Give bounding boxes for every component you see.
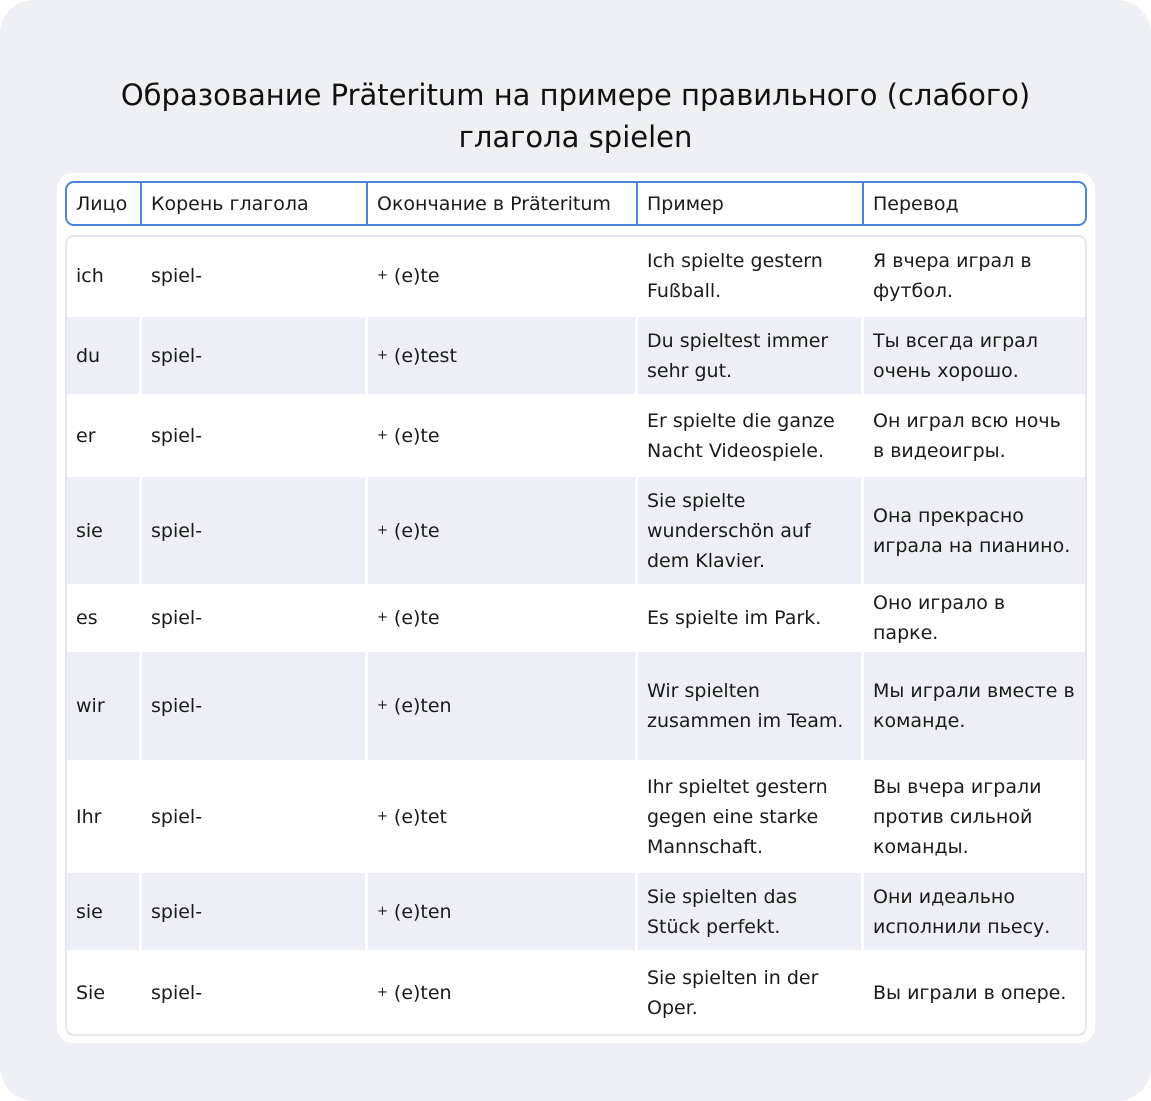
cell-translation: Ты всегда играл очень хорошо. bbox=[873, 329, 1038, 382]
plus-sign: + bbox=[377, 522, 388, 538]
header-root: Корень глагола bbox=[142, 183, 368, 224]
ending-text: (e)te bbox=[393, 519, 440, 542]
cell-root: spiel- bbox=[142, 237, 368, 314]
cell-person: sie bbox=[67, 477, 142, 584]
table-row bbox=[67, 763, 1085, 873]
table-row bbox=[67, 477, 1085, 587]
table-header bbox=[65, 181, 1087, 226]
cell-person: es bbox=[67, 587, 142, 649]
cell-translation: Вы вчера играли против сильной команды. bbox=[873, 775, 1042, 858]
cell-root: spiel- bbox=[142, 652, 368, 760]
cell-ending bbox=[368, 397, 638, 474]
cell-person: wir bbox=[67, 652, 142, 760]
plus-sign: + bbox=[377, 267, 388, 283]
cell-translation: Оно играло в парке. bbox=[873, 592, 1006, 644]
cell-translation: Он играл всю ночь в видеоигры. bbox=[873, 409, 1061, 462]
cell-example: Er spielte die ganze Nacht Videospiele. bbox=[638, 397, 864, 474]
cell-translation: Я вчера играл в футбол. bbox=[873, 249, 1032, 302]
table-row bbox=[67, 317, 1085, 397]
cell-example: Ihr spieltet gestern gegen eine starke Mannschaft. bbox=[638, 763, 864, 870]
cell-root: spiel- bbox=[142, 873, 368, 950]
plus-sign: + bbox=[377, 427, 388, 443]
cell-root: spiel- bbox=[142, 317, 368, 394]
cell-example: Du spieltest immer sehr gut. bbox=[638, 317, 864, 394]
cell-root: spiel- bbox=[142, 477, 368, 584]
cell-ending bbox=[368, 763, 638, 870]
cell-translation: Они идеально исполнили пьесу. bbox=[873, 885, 1051, 938]
cell-example: Ich spielte gestern Fußball. bbox=[638, 237, 864, 314]
page-title bbox=[40, 74, 1111, 158]
cell-ending bbox=[368, 953, 638, 1032]
ending-text: (e)ten bbox=[393, 695, 452, 717]
cell-person: du bbox=[67, 317, 142, 394]
cell-ending bbox=[368, 587, 638, 649]
table-row bbox=[67, 652, 1085, 763]
plus-sign: + bbox=[377, 347, 388, 363]
ending-text: (e)ten bbox=[393, 981, 452, 1004]
cell-person: sie bbox=[67, 873, 142, 950]
cell-translation: Мы играли вместе в команде. bbox=[873, 680, 1075, 732]
cell-translation: Вы играли в опере. bbox=[873, 981, 1067, 1004]
cell-example: Sie spielten in der Oper. bbox=[638, 953, 864, 1032]
cell-root: spiel- bbox=[142, 953, 368, 1032]
header-person: Лицо bbox=[67, 183, 142, 224]
cell-example: Es spielte im Park. bbox=[638, 587, 864, 649]
ending-text: (e)te bbox=[393, 424, 440, 447]
ending-text: (e)te bbox=[393, 607, 440, 629]
cell-root: spiel- bbox=[142, 397, 368, 474]
table-row bbox=[67, 237, 1085, 317]
header-ending: Окончание в Präteritum bbox=[368, 183, 638, 224]
table-row bbox=[67, 873, 1085, 953]
ending-text: (e)ten bbox=[393, 900, 452, 923]
cell-example: Sie spielte wunderschön auf dem Klavier. bbox=[638, 477, 864, 584]
cell-example: Wir spielten zusammen im Team. bbox=[638, 652, 864, 760]
plus-sign: + bbox=[377, 984, 388, 1000]
table-row bbox=[67, 953, 1085, 1032]
ending-text: (e)tet bbox=[393, 805, 448, 828]
cell-ending bbox=[368, 477, 638, 584]
cell-root: spiel- bbox=[142, 587, 368, 649]
page-title-line-2: глагола spielen bbox=[458, 120, 693, 155]
table-row bbox=[67, 587, 1085, 652]
header-example: Пример bbox=[638, 183, 864, 224]
header-translation: Перевод bbox=[873, 192, 959, 215]
ending-text: (e)te bbox=[393, 264, 440, 287]
cell-root: spiel- bbox=[142, 763, 368, 870]
cell-person: Sie bbox=[67, 953, 142, 1032]
table-body bbox=[65, 235, 1087, 1036]
plus-sign: + bbox=[377, 610, 388, 625]
plus-sign: + bbox=[377, 903, 388, 919]
ending-text: (e)test bbox=[393, 344, 457, 367]
cell-ending bbox=[368, 237, 638, 314]
page-title-line-1: Образование Präteritum на примере правильного (слабого) bbox=[120, 78, 1031, 113]
cell-ending bbox=[368, 873, 638, 950]
table-row bbox=[67, 397, 1085, 477]
cell-person: er bbox=[67, 397, 142, 474]
cell-person: ich bbox=[67, 237, 142, 314]
cell-person: Ihr bbox=[67, 763, 142, 870]
cell-example: Sie spielten das Stück perfekt. bbox=[638, 873, 864, 950]
cell-translation: Она прекрасно играла на пианино. bbox=[873, 504, 1071, 557]
plus-sign: + bbox=[377, 698, 388, 713]
plus-sign: + bbox=[377, 808, 388, 824]
cell-ending bbox=[368, 652, 638, 760]
cell-ending bbox=[368, 317, 638, 394]
